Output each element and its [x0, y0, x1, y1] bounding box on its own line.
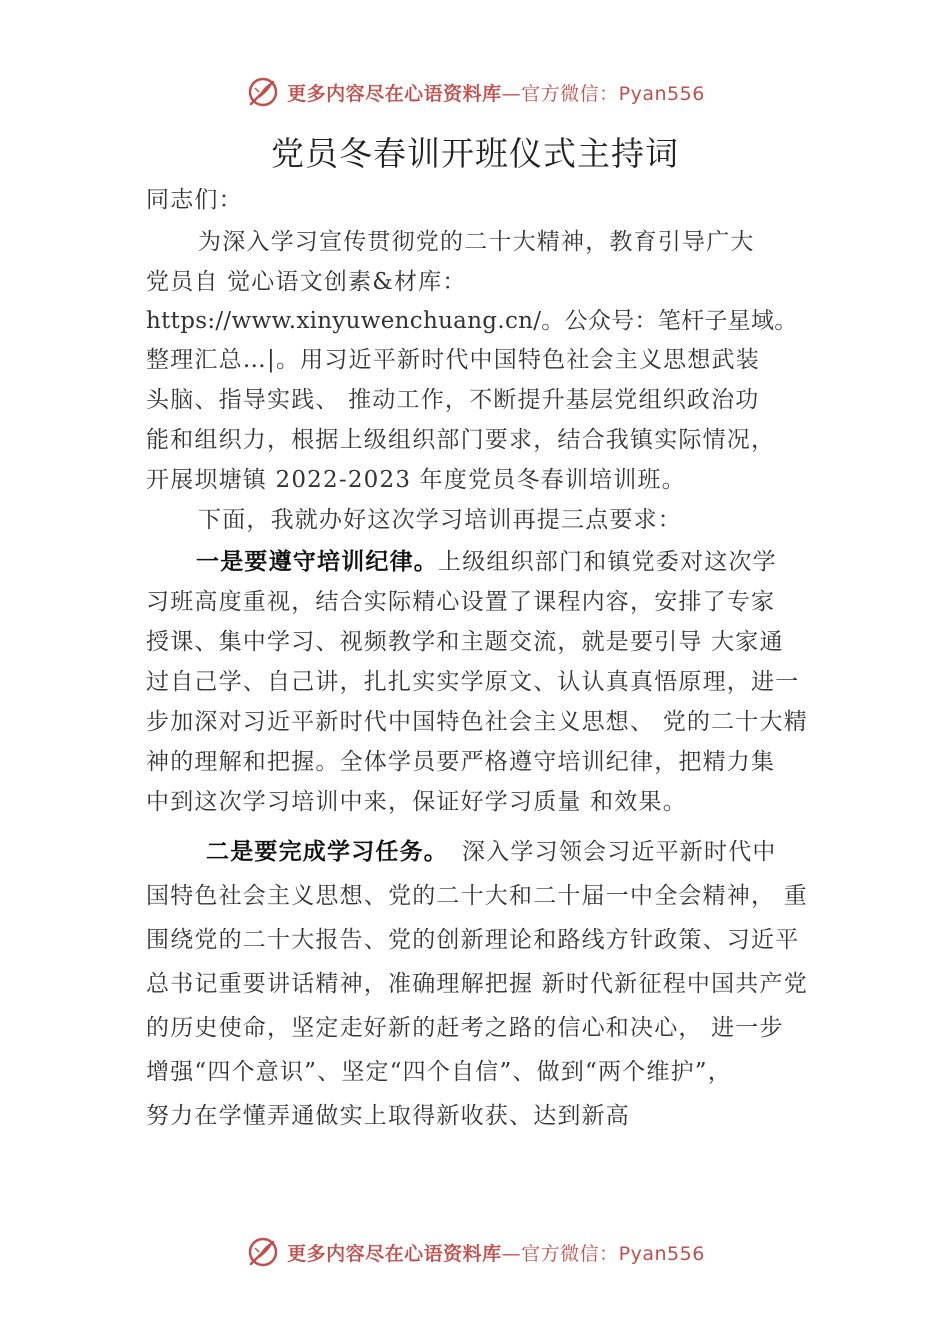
- text-line: 下面，我就办好这次学习培训再提三点要求：: [198, 507, 682, 533]
- paragraph-point-2: [206, 838, 777, 866]
- text-line: 过自己学、自己讲，扎扎实实学原文、认认真真悟原理，进一: [146, 669, 800, 695]
- banner-dash: —: [501, 1242, 522, 1265]
- banner-suffix: 官方微信：Pyan556: [521, 82, 705, 105]
- page-title: 党员冬春训开班仪式主持词: [271, 134, 679, 173]
- text-line: 整理汇总…|。用习近平新时代中国特色社会主义思想武装: [146, 347, 760, 373]
- text-line: 围绕党的二十大报告、党的创新理论和路线方针政策、习近平: [146, 927, 800, 953]
- text-line: 步加深对习近平新时代中国特色社会主义思想、 党的二十大精: [146, 709, 808, 735]
- text-line: 同志们：: [146, 187, 243, 213]
- text-line: 神的理解和把握。全体学员要严格遵守培训纪律，把精力集: [146, 749, 776, 775]
- banner-main: 更多内容尽在心语资料库: [287, 82, 502, 105]
- quill-logo-icon: [245, 74, 281, 110]
- text-line: 头脑、指导实践、 推动工作，不断提升基层党组织政治功: [146, 387, 760, 413]
- text-line: 授课、集中学习、视频教学和主题交流，就是要引导 大家通: [146, 629, 784, 655]
- text-line: https://www.xinyuwenchuang.cn/。公众号：笔杆子星域。: [146, 308, 798, 334]
- footer-banner: [0, 1232, 950, 1272]
- text-line: 深入学习领会习近平新时代中: [462, 839, 777, 865]
- point-1-heading: 一是要遵守培训纪律。: [196, 549, 438, 575]
- text-line: 党员自 觉心语文创素&材库：: [146, 269, 467, 295]
- text-line: 为深入学习宣传贯彻党的二十大精神，教育引导广大: [198, 229, 755, 255]
- text-line: 开展坝塘镇 2022-2023 年度党员冬春训培训班。: [146, 467, 686, 493]
- header-banner: [0, 72, 950, 112]
- text-line: 上级组织部门和镇党委对这次学: [438, 549, 777, 575]
- text-line: 习班高度重视，结合实际精心设置了课程内容，安排了专家: [146, 589, 776, 615]
- text-line: 努力在学懂弄通做实上取得新收获、达到新高: [146, 1103, 630, 1129]
- point-2-heading: 二是要完成学习任务。: [206, 839, 448, 865]
- quill-logo-icon: [245, 1234, 281, 1270]
- banner-text: [287, 1239, 705, 1266]
- text-line: 中到这次学习培训中来，保证好学习质量 和效果。: [146, 789, 687, 815]
- banner-text: [287, 79, 705, 106]
- banner-main: 更多内容尽在心语资料库: [287, 1242, 502, 1265]
- text-line: 总书记重要讲话精神，准确理解把握 新时代新征程中国共产党: [146, 971, 808, 997]
- text-line: 的历史使命，坚定走好新的赶考之路的信心和决心， 进一步: [146, 1015, 784, 1041]
- text-line: 增强“四个意识”、坚定“四个自信”、做到“两个维护”，: [146, 1059, 732, 1085]
- text-line: 国特色社会主义思想、党的二十大和二十届一中全会精神， 重: [146, 883, 808, 909]
- paragraph-point-1: [196, 548, 777, 576]
- banner-dash: —: [501, 82, 522, 105]
- banner-suffix: 官方微信：Pyan556: [521, 1242, 705, 1265]
- text-line: 能和组织力，根据上级组织部门要求，结合我镇实际情况，: [146, 427, 776, 453]
